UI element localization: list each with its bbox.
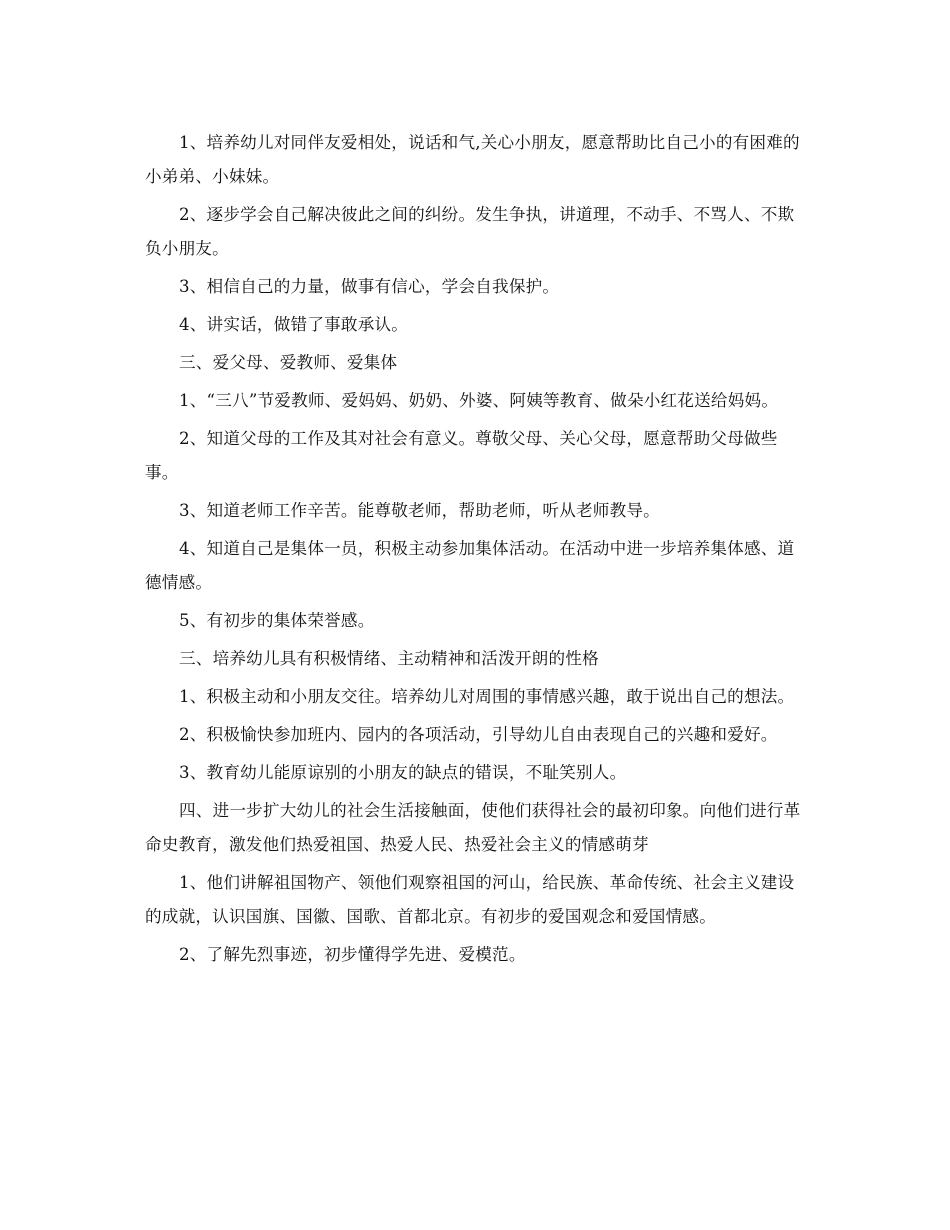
- section-heading-social-life: 四、进一步扩大幼儿的社会生活接触面，使他们获得社会的最初印象。向他们进行革命史教育，激发他们热爱祖国、热爱人民、热爱社会主义的情感萌芽: [145, 801, 801, 854]
- paragraph-16: 1、他们讲解祖国物产、领他们观察祖国的河山，给民族、革命传统、社会主义建设的成就，认识国旗、国徽、国歌、首都北京。有初步的爱国观念和爱国情感。: [145, 873, 795, 926]
- section-heading-love-parents-teachers: 三、爱父母、爱教师、爱集体: [179, 353, 398, 372]
- document-body: [145, 126, 810, 976]
- paragraph-10: 5、有初步的集体荣誉感。: [179, 611, 375, 630]
- paragraph-9: 4、知道自己是集体一员，积极主动参加集体活动。在活动中进一步培养集体感、道德情感。: [145, 539, 795, 592]
- paragraph-14: 3、教育幼儿能原谅别的小朋友的缺点的错误，不耻笑别人。: [179, 763, 627, 782]
- paragraph-1: 1、培养幼儿对同伴友爱相处，说话和气,关心小朋友，愿意帮助比自己小的有困难的小弟弟、小妹妹。: [145, 133, 800, 186]
- paragraph-3: 3、相信自己的力量，做事有信心，学会自我保护。: [179, 277, 560, 296]
- paragraph-2: 2、逐步学会自己解决彼此之间的纠纷。发生争执，讲道理，不动手、不骂人、不欺负小朋友。: [145, 205, 795, 258]
- paragraph-13: 2、积极愉快参加班内、园内的各项活动，引导幼儿自由表现自己的兴趣和爱好。: [179, 725, 778, 744]
- paragraph-8: 3、知道老师工作辛苦。能尊敬老师，帮助老师，听从老师教导。: [179, 501, 660, 520]
- paragraph-6: 1、“三八”节爱教师、爱妈妈、奶奶、外婆、阿姨等教育、做朵小红花送给妈妈。: [179, 391, 779, 410]
- section-heading-positive-emotions: 三、培养幼儿具有积极情绪、主动精神和活泼开朗的性格: [179, 649, 599, 668]
- paragraph-4: 4、讲实话，做错了事敢承认。: [179, 315, 409, 334]
- paragraph-7: 2、知道父母的工作及其对社会有意义。尊敬父母、关心父母，愿意帮助父母做些事。: [145, 429, 778, 482]
- paragraph-12: 1、积极主动和小朋友交往。培养幼儿对周围的事情感兴趣，敢于说出自己的想法。: [179, 687, 795, 706]
- paragraph-17: 2、了解先烈事迹，初步懂得学先进、爱模范。: [179, 945, 526, 964]
